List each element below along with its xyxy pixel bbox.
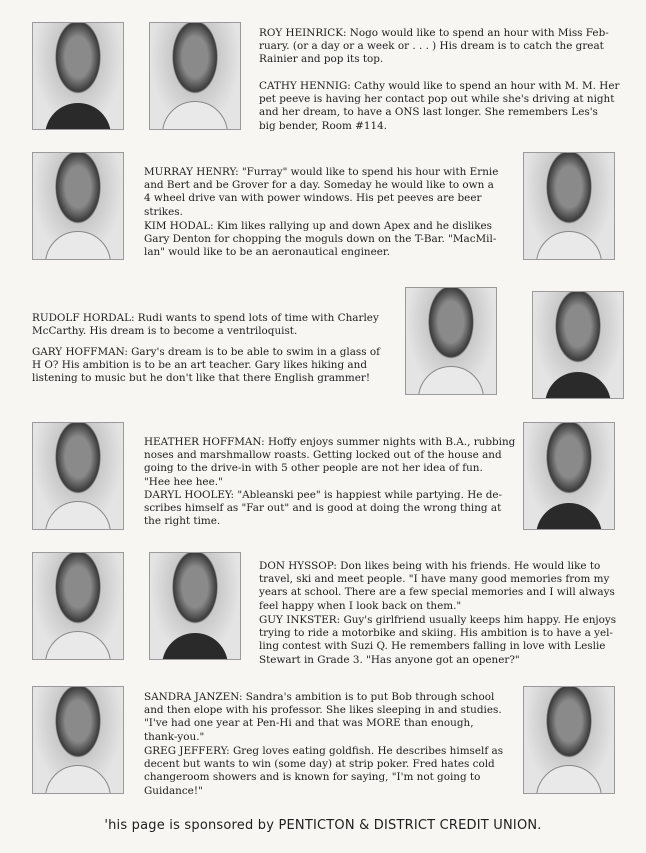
bio-murray-henry: MURRAY HENRY: "Furray" would like to spend his hour with Ernie and Bert and be Grover for a day. Someday he would like to own a 4 wheel drive van with power windows. His pet peeves are beer strikes. <box>144 166 499 218</box>
portrait-photo-roy-heinrick <box>32 22 124 130</box>
portrait-photo-cathy-hennig <box>149 22 241 130</box>
portrait-photo-gary-hoffman <box>532 291 624 399</box>
portrait-photo-don-hyssop <box>32 552 124 660</box>
portrait-photo-murray-henry <box>32 152 124 260</box>
sponsor-footer: 'his page is sponsored by PENTICTON & DISTRICT CREDIT UNION. <box>104 818 542 833</box>
portrait-photo-daryl-hooley <box>523 422 615 530</box>
portrait-photo-guy-inkster <box>149 552 241 660</box>
portrait-photo-sandra-janzen <box>32 686 124 794</box>
portrait-photo-rudolf-hordal <box>405 287 497 395</box>
bio-greg-jeffery: GREG JEFFERY: Greg loves eating goldfish. He describes himself as decent but wants to win (some day) at strip poker. Fred hates cold changeroom showers and is known for saying, "I'm not going to Guidance!" <box>144 745 504 797</box>
bio-guy-inkster: GUY INKSTER: Guy's girlfriend usually keeps him happy. He enjoys trying to ride a motorbike and skiing. His ambition is to have a yel- ling contest with Suzi Q. He remembers falling in love with Leslie Stewart in Grade 3. "Has anyone got an opener?" <box>259 614 617 666</box>
bio-gary-hoffman: GARY HOFFMAN: Gary's dream is to be able to swim in a glass of H O? His ambition is to be an art teacher. Gary likes hiking and listening to music but he don't like that there English grammer! <box>32 346 380 385</box>
portrait-photo-heather-hoffman <box>32 422 124 530</box>
bio-rudolf-hordal: RUDOLF HORDAL: Rudi wants to spend lots of time with Charley McCarthy. His dream is to become a ventriloquist. <box>32 312 379 338</box>
portrait-photo-kim-hodal <box>523 152 615 260</box>
portrait-photo-greg-jeffery <box>523 686 615 794</box>
bio-kim-hodal: KIM HODAL: Kim likes rallying up and down Apex and he dislikes Gary Denton for chopping the moguls down on the T-Bar. "MacMil- lan" would like to be an aeronautical engineer. <box>144 220 497 259</box>
bio-sandra-janzen: SANDRA JANZEN: Sandra's ambition is to put Bob through school and then elope with his professor. She likes sleeping in and studies. "I've had one year at Pen-Hi and that was MORE than enough, thank-you." <box>144 691 502 743</box>
bio-cathy-hennig: CATHY HENNIG: Cathy would like to spend an hour with M. M. Her pet peeve is having her contact pop out while she's driving at night and her dream, to have a ONS last longer. She remembers Les's big bender, Room #114. <box>259 80 620 132</box>
bio-heather-hoffman: HEATHER HOFFMAN: Hoffy enjoys summer nights with B.A., rubbing noses and marshmallow roasts. Getting locked out of the house and going to the drive-in with 5 other people are not her idea of fun. "Hee hee hee." <box>144 436 516 488</box>
bio-don-hyssop: DON HYSSOP: Don likes being with his friends. He would like to travel, ski and meet people. "I have many good memories from my years at school. There are a few special memories and I will always feel happy when I look back on them." <box>259 560 615 612</box>
bio-daryl-hooley: DARYL HOOLEY: "Ableanski pee" is happiest while partying. He de- scribes himself as "Far out" and is good at doing the wrong thing at the right time. <box>144 489 503 528</box>
bio-roy-heinrick: ROY HEINRICK: Nogo would like to spend an hour with Miss Feb- ruary. (or a day or a week or . . . ) His dream is to catch the great Rainier and pop its top. <box>259 27 609 66</box>
